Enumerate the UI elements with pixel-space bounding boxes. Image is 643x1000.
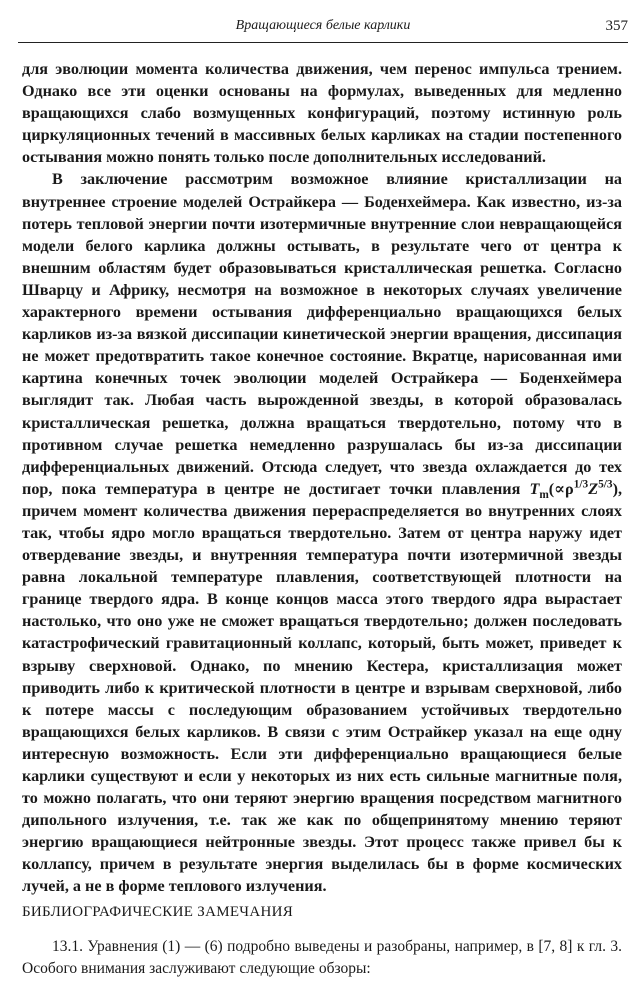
running-title: Вращающиеся белые карлики <box>235 18 411 33</box>
melting-point-formula: $T_m(\propto\rho^{1/3}Z^{5/3})$ <box>529 478 618 502</box>
page-header <box>18 12 628 38</box>
header-rule <box>18 42 628 43</box>
paragraph-1: для эволюции момента количества движения, чем перенос импульса трением. Однако все эти оценки основаны на формулах, выведенных для медленно вращающихся слабо возмущенных конфигураций, поэтому истинную роль циркуляционных течений в массивных белых карликах на стадии постепенного остывания можно понять только после дополнительных исследований. <box>22 60 622 167</box>
paragraph-2-text-a: В заключение рассмотрим возможное влияние кристаллизации на внутреннее строение моделей Острайкера — Боденхеймера. Как известно, из-за потерь тепловой энергии почти изотермичные внутренние слои невращающейся модели белого карлика должны остывать, в результате чего от центра к внешним областям будет образовываться кристаллическая решетка. Согласно Шварцу и Африку, несмотря на возможное в некоторых случаях увеличение характерного времени остывания дифференциально вращающихся белых карликов из-за вязкой диссипации кинетической энергии вращения, диссипация не может предотвратить такое конечное состояние. Вкратце, нарисованная ими картина конечных точек эволюции моделей Острайкера — Боденхеймера выглядит так. Любая часть вырожденной звезды, в которой образовалась кристаллическая решетка, должна вращаться твердотельно, потому что в противном случае решетка немедленно разрушалась бы из-за диссипации дифференциальных движений. Отсюда следует, что звезда охлаждается до тех пор, пока температура в центре не достигает точки плавления <box>22 170 622 498</box>
bibliographic-note: 13.1. Уравнения (1) — (6) подробно выведены и разобраны, например, в [7, 8] к гл. 3. Особого внимания заслуживают следующие обзоры: <box>22 938 622 977</box>
section-heading: БИБЛИОГРАФИЧЕСКИЕ ЗАМЕЧАНИЯ <box>22 904 294 920</box>
page-number: 357 <box>605 18 628 34</box>
paragraph-2-text-b: , причем момент количества движения перераспределяется во внутренних слоях так, чтобы ядро могло вращаться твердотельно. Затем от центра наружу идет отвердевание звезды, и внутренняя температура почти изотермичной звезды равна локальной температуре плавления, соответствующей плотности на границе твердого ядра. В конце концов масса этого твердого ядра вырастает настолько, что оно уже не сможет вращаться твердотельно; должен последовать катастрофический гравитационный коллапс, который, быть может, приведет к взрыву сверхновой. Однако, по мнению Кестера, кристаллизация может приводить либо к критической плотности в центре и взрывам сверхновой, либо к потере массы с последующим образованием устойчивых твердотельно вращающихся белых карликов. В связи с этим Острайкер указал на еще одну интересную возможность. Если эти дифференциально вращающиеся белые карлики существуют и если у некоторых из них есть сильные магнитные поля, то можно полагать, что они теряют энергию вращения посредством магнитного дипольного излучения, т.е. так же как по общепринятому мнению теряют энергию вращающиеся нейтронные звезды. Этот процесс также привел бы к коллапсу, причем в результате энергия выделилась бы в форме космических лучей, а не в форме теплового излучения. <box>22 479 622 896</box>
body-text <box>22 58 622 898</box>
paragraph-2 <box>22 168 622 897</box>
